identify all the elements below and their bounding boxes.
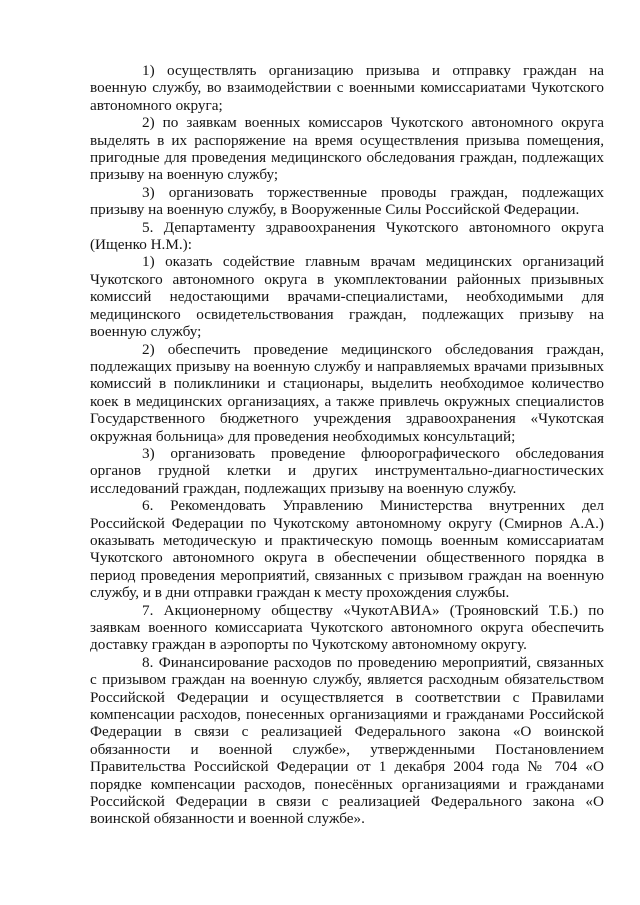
paragraph-5-3: 3) организовать проведение флюорографического обследования органов грудной клетки и других инструментально-диагностических исследований граждан, подлежащих призыву на военную службу. <box>90 444 604 497</box>
paragraph-5-1: 1) оказать содействие главным врачам медицинских организаций Чукотского автономного округа в укомплектовании районных призывных комиссий недостающими врачами-специалистами, необходимыми для медицинского освидетельствования граждан, подлежащих призыву на военную службу; <box>90 253 604 341</box>
paragraph-5-2: 2) обеспечить проведение медицинского обследования граждан, подлежащих призыву на военную службу и направляемых врачами призывных комиссий в поликлиники и стационары, выделить необходимое количество коек в медицинских организациях, а также привлечь окружных специалистов Государственного бюджетного учреждения здравоохранения «Чукотская окружная больница» для проведения необходимых консультаций; <box>90 340 604 445</box>
paragraph-4-2: 2) по заявкам военных комиссаров Чукотского автономного округа выделять в их распоряжение на время осуществления призыва помещения, пригодные для проведения медицинского обследования граждан, подлежащих призыву на военную службу; <box>90 114 604 184</box>
paragraph-6: 6. Рекомендовать Управлению Министерства внутренних дел Российской Федерации по Чукотскому автономному округу (Смирнов А.А.) оказывать методическую и практическую помощь военным комиссариатам Чукотского автономного округа в обеспечении общественного порядка в период проведения мероприятий, связанных с призывом граждан на военную службу, и в дни отправки граждан к месту прохождения службы. <box>90 497 604 602</box>
paragraph-4-3: 3) организовать торжественные проводы граждан, подлежащих призыву на военную службу, в Вооруженные Силы Российской Федерации. <box>90 183 604 219</box>
document-page <box>90 62 604 828</box>
paragraph-8: 8. Финансирование расходов по проведению мероприятий, связанных с призывом граждан на военную службу, является расходным обязательством Российской Федерации и осуществляется в соответствии с Правилами компенсации расходов, понесенных организациями и гражданами Российской Федерации в связи с реализацией Федерального закона «О воинской обязанности и военной службе», утвержденными Постановлением Правительства Российской Федерации от 1 декабря 2004 года № 704 «О порядке компенсации расходов, понесённых организациями и гражданами Российской Федерации в связи с реализацией Федерального закона «О воинской обязанности и военной службе». <box>90 653 604 828</box>
paragraph-7: 7. Акционерному обществу «ЧукотАВИА» (Трояновский Т.Б.) по заявкам военного комиссариата Чукотского автономного округа обеспечить доставку граждан в аэропорты по Чукотскому автономному округу. <box>90 601 604 654</box>
paragraph-4-1: 1) осуществлять организацию призыва и отправку граждан на военную службу, во взаимодействии с военными комиссариатами Чукотского автономного округа; <box>90 62 604 114</box>
paragraph-5: 5. Департаменту здравоохранения Чукотского автономного округа (Ищенко Н.М.): <box>90 218 604 254</box>
